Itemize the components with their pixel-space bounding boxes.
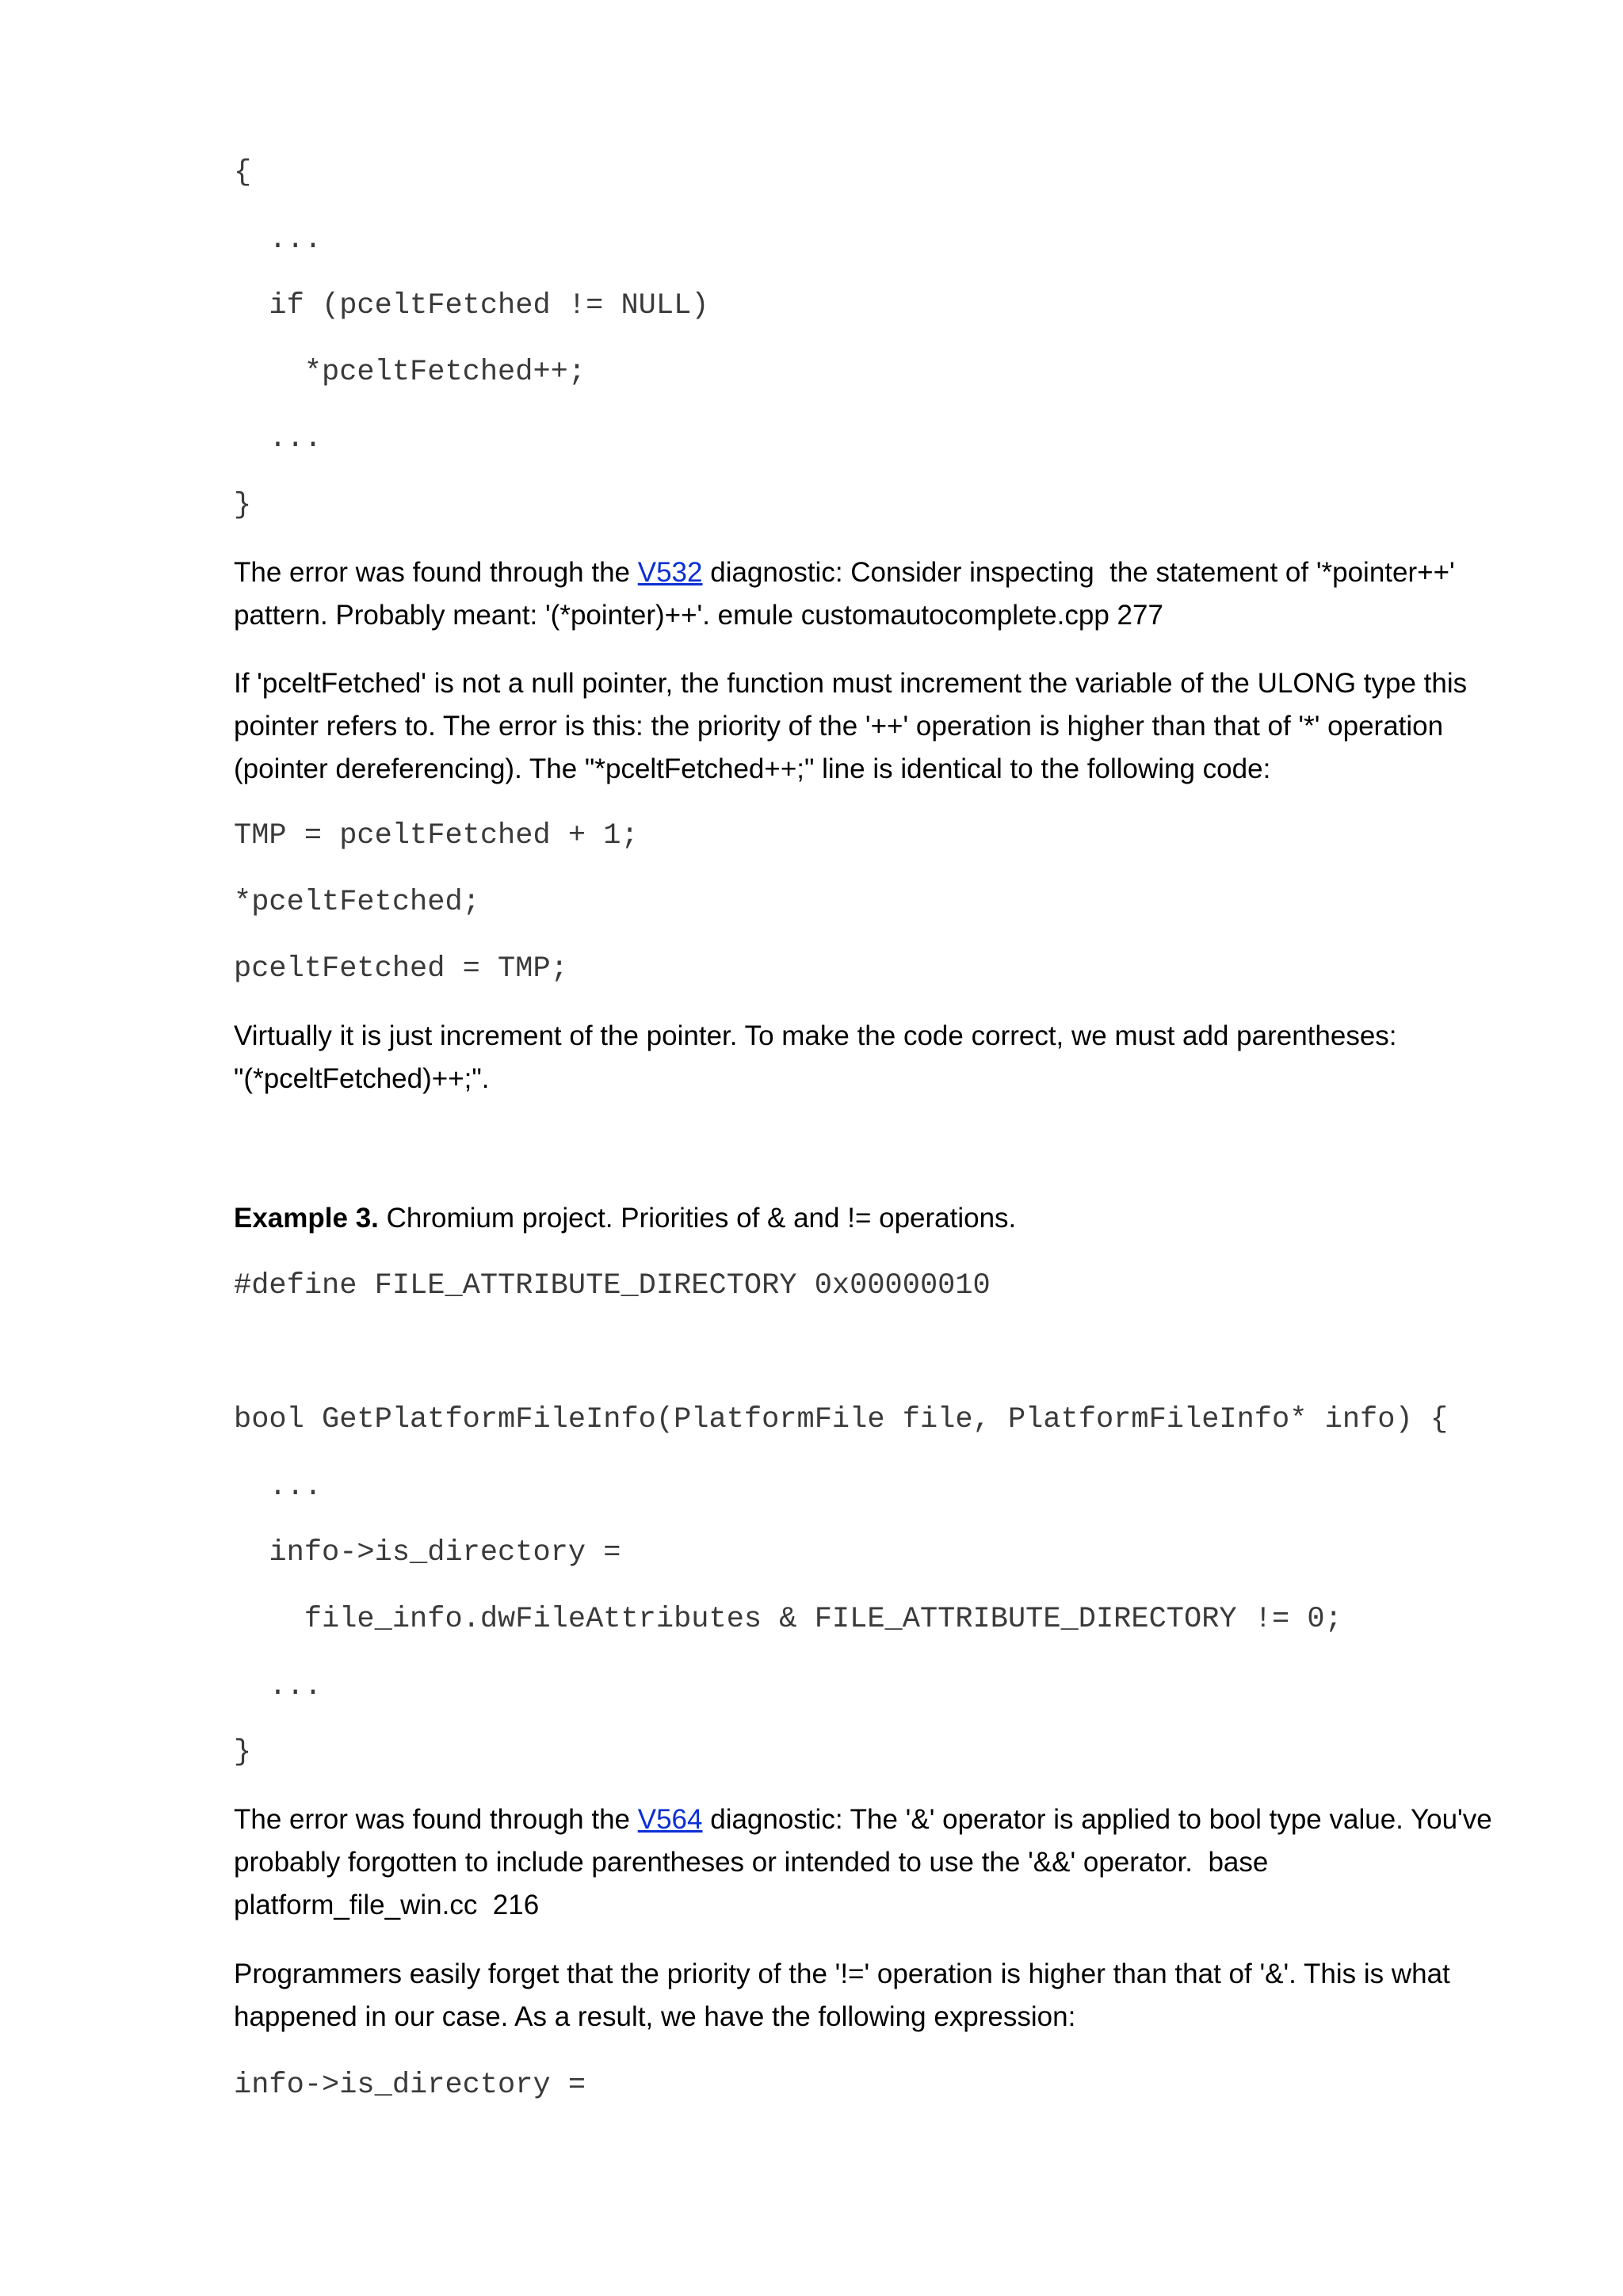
- code-line: }: [234, 489, 252, 522]
- paragraph-line: Virtually it is just increment of the pointer. To make the code correct, we must add parentheses:: [234, 1020, 1397, 1051]
- paragraph-line: [234, 1798, 1518, 1841]
- code-line: }: [234, 1736, 252, 1769]
- paragraph-priority: [234, 1953, 1518, 2039]
- paragraph-line: [234, 1197, 1518, 1240]
- code-line: ...: [234, 223, 323, 257]
- code-line: ...: [234, 422, 323, 456]
- code-line: ...: [234, 1670, 323, 1703]
- v564-link[interactable]: V564: [637, 1804, 703, 1835]
- code-line: #define FILE_ATTRIBUTE_DIRECTORY 0x00000010: [234, 1269, 991, 1302]
- paragraph-line: Programmers easily forget that the priority of the '!=' operation is higher than that of '&'. This is what: [234, 1958, 1450, 1989]
- paragraph-fix: [234, 1015, 1518, 1100]
- paragraph-line: platform_file_win.cc 216: [234, 1890, 540, 1920]
- text-span: diagnostic: Consider inspecting the statement of '*pointer++': [702, 557, 1455, 588]
- code-line: {: [234, 156, 252, 189]
- v532-link[interactable]: V532: [637, 557, 703, 588]
- paragraph-v564: [234, 1798, 1518, 1927]
- text-span: The error was found through the: [234, 1804, 638, 1835]
- example-heading: [234, 1197, 1518, 1240]
- code-line: file_info.dwFileAttributes & FILE_ATTRIBUTE_DIRECTORY != 0;: [234, 1603, 1342, 1636]
- code-line: info->is_directory =: [234, 1536, 621, 1569]
- code-line: if (pceltFetched != NULL): [234, 289, 709, 322]
- code-line: pceltFetched = TMP;: [234, 952, 568, 986]
- code-line: *pceltFetched++;: [234, 356, 586, 389]
- paragraph-line: happened in our case. As a result, we have the following expression:: [234, 2001, 1076, 2032]
- paragraph-line: pattern. Probably meant: '(*pointer)++'. emule customautocomplete.cpp 277: [234, 600, 1163, 631]
- paragraph-line: pointer refers to. The error is this: the priority of the '++' operation is higher than that of '*' operation: [234, 711, 1444, 742]
- paragraph-line: probably forgotten to include parentheses or intended to use the '&&' operator. base: [234, 1847, 1269, 1878]
- paragraph-v532: [234, 551, 1518, 637]
- text-span: diagnostic: The '&' operator is applied to bool type value. You've: [702, 1804, 1492, 1835]
- code-line: TMP = pceltFetched + 1;: [234, 819, 639, 852]
- code-line: *pceltFetched;: [234, 886, 480, 919]
- code-line: info->is_directory =: [234, 2069, 586, 2102]
- paragraph-line: If 'pceltFetched' is not a null pointer, the function must increment the variable of the ULONG type this: [234, 668, 1468, 699]
- paragraph-explanation: [234, 662, 1518, 791]
- example-text: Chromium project. Priorities of & and != operations.: [378, 1203, 1017, 1234]
- example-label: Example 3.: [234, 1203, 379, 1234]
- paragraph-line: [234, 551, 1518, 594]
- paragraph-line: "(*pceltFetched)++;".: [234, 1063, 490, 1094]
- code-line: ...: [234, 1470, 323, 1504]
- text-span: The error was found through the: [234, 557, 638, 588]
- paragraph-line: (pointer dereferencing). The "*pceltFetched++;" line is identical to the following code:: [234, 753, 1271, 784]
- code-line: bool GetPlatformFileInfo(PlatformFile file, PlatformFileInfo* info) {: [234, 1403, 1449, 1436]
